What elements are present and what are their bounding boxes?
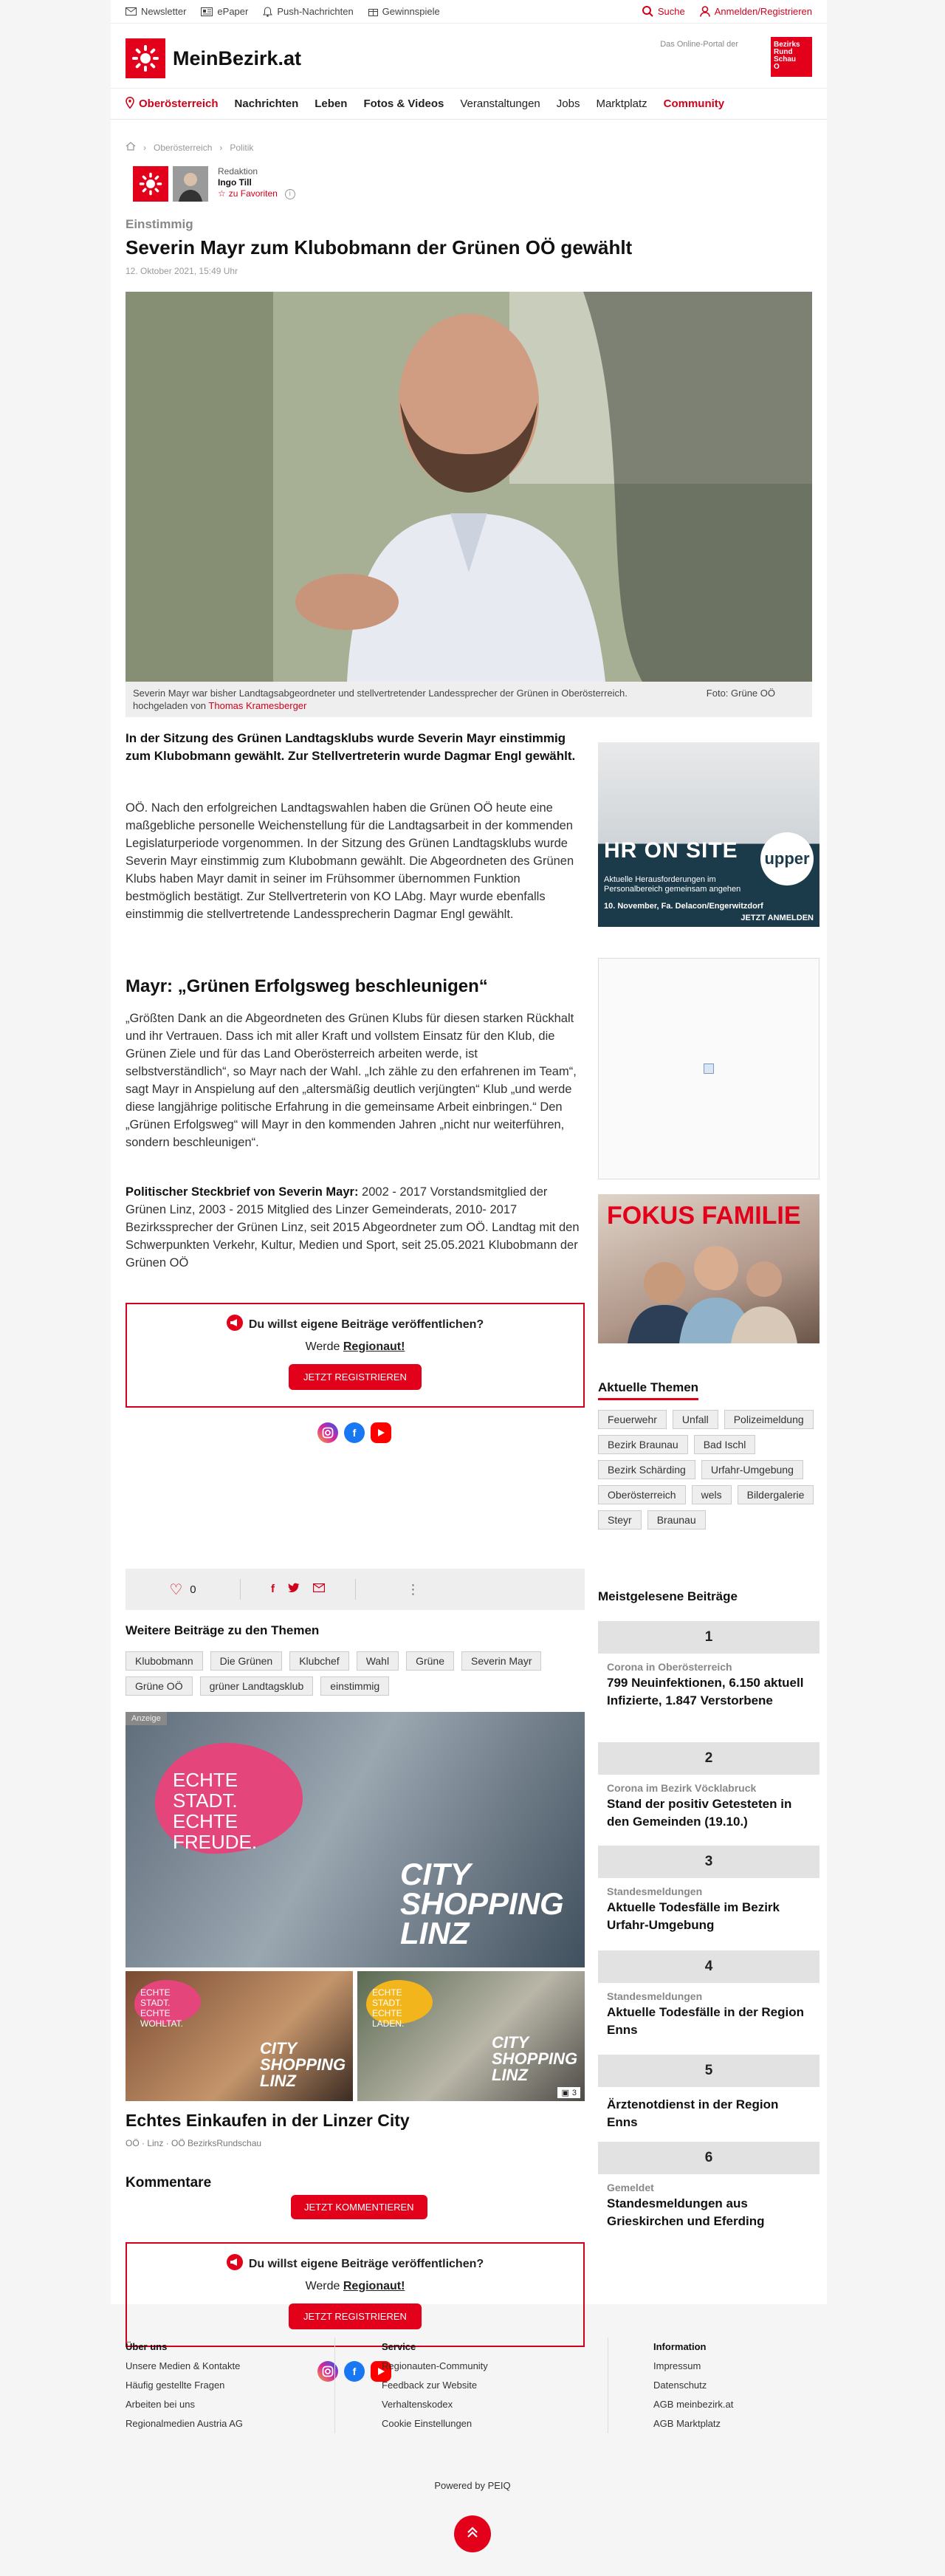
site-header bbox=[111, 24, 827, 89]
item-category: Standesmeldungen bbox=[607, 1990, 703, 2002]
scroll-to-top-button[interactable] bbox=[454, 2515, 491, 2552]
topic-chip[interactable]: Braunau bbox=[647, 1510, 706, 1530]
cta-werde-text: Werde bbox=[305, 2280, 340, 2292]
regionaut-link[interactable]: Regionaut! bbox=[343, 1340, 405, 1353]
article-paragraph-2: „Größten Dank an die Abgeordneten des Grünen Klubs für diesen starken Rückhalt und ihr Vertrauen. Dass ich mit aller Kraft und vollstem Einsatz für den Klub, die Grünen Ziele und für das Land Oberösterreich arbeiten werde, ist selbstverständlich“, so Mayr nach der Wahl. „Ich zähle zu den erfahrenen im Team“, sagt Mayr in Anspielung auf den „altersmäßig deutlich verjüngten“ Klub „und werde diese langjährige politische Erfahrung in die gemeinsame Arbeit einbringen.“ Den „Grünen Erfolgsweg“ will Mayr in den kommenden Jahren „nicht nur weiterführen, sondern beschleunigen“. bbox=[126, 1012, 577, 1149]
gallery-count bbox=[557, 2087, 580, 2098]
sidebar-ad-hr-on-site[interactable] bbox=[598, 742, 819, 927]
item-category: Standesmeldungen bbox=[607, 1885, 703, 1897]
double-chevron-up-icon bbox=[466, 2526, 479, 2543]
tag-chip[interactable]: Klubchef bbox=[289, 1651, 348, 1671]
brs-line-1: Bezirks bbox=[774, 41, 800, 49]
topic-chip[interactable]: Bezirk Schärding bbox=[598, 1460, 695, 1479]
megaphone-icon bbox=[227, 1315, 243, 1335]
sidebar-ad-fokus-familie[interactable] bbox=[598, 1194, 819, 1343]
meta-city: Linz bbox=[147, 2138, 164, 2148]
sponsored-title[interactable]: Echtes Einkaufen in der Linzer City bbox=[126, 2111, 410, 2130]
item-category: Gemeldet bbox=[607, 2182, 654, 2193]
item-category: Corona im Bezirk Vöcklabruck bbox=[607, 1782, 757, 1794]
caption-text: Severin Mayr war bisher Landtagsabgeordneter und stellvertretender Landessprecher der Grünen in Oberösterreich. bbox=[133, 688, 628, 699]
rank-number: 5 bbox=[598, 2055, 819, 2087]
ad-thumb-city: CITY SHOPPING LINZ bbox=[260, 2039, 346, 2090]
article-date: 12. Oktober 2021, 15:49 Uhr bbox=[126, 266, 238, 276]
bezirksrundschau-logo[interactable] bbox=[771, 37, 812, 77]
author-avatars bbox=[133, 166, 208, 202]
topic-tags bbox=[598, 1410, 819, 1530]
footer-link[interactable]: Verhaltenskodex bbox=[382, 2399, 453, 2410]
ad-hr-brand: upper bbox=[760, 832, 814, 886]
ad-thumb-city: CITY SHOPPING LINZ bbox=[492, 2033, 578, 2084]
cta-question bbox=[127, 1315, 583, 1335]
push-link[interactable] bbox=[263, 6, 353, 17]
nav-item-leben[interactable]: Leben bbox=[315, 97, 348, 110]
rank-number: 4 bbox=[598, 1950, 819, 1983]
footer-col-about bbox=[126, 2337, 347, 2433]
most-read-item[interactable] bbox=[598, 1621, 819, 1710]
footer-link[interactable]: Unsere Medien & Kontakte bbox=[126, 2360, 241, 2371]
author-info bbox=[218, 166, 295, 199]
logo-sun-icon bbox=[126, 38, 165, 78]
footer-heading: Service bbox=[382, 2341, 416, 2352]
favorite-button[interactable] bbox=[218, 188, 278, 199]
breadcrumb-region[interactable]: Oberösterreich bbox=[154, 142, 213, 153]
footer-link[interactable]: Cookie Einstellungen bbox=[382, 2418, 472, 2429]
megaphone-icon bbox=[227, 2254, 243, 2274]
steckbrief-text: 2002 - 2017 Vorstandsmitglied der Grünen Linz, 2003 - 2015 Mitglied des Linzer Gemeinderats, 2010- 2017 Bezirkssprecher der Grünen Linz, seit 2015 Abgeordneter zum OÖ. Landtag mit den Schwerpunkten Verkehr, Kultur, Medien und Sport, seit 25.05.2021 Klubobmann der Grünen OÖ bbox=[126, 1185, 580, 1270]
nav-item-jobs[interactable]: Jobs bbox=[556, 97, 580, 110]
article-paragraph-3 bbox=[126, 1183, 583, 1272]
epaper-link[interactable] bbox=[201, 6, 248, 17]
comments-title: Kommentare bbox=[126, 2175, 212, 2190]
item-title: Aktuelle Todesfälle in der Region Enns bbox=[607, 2005, 805, 2037]
article-actions-bar bbox=[126, 1569, 585, 1610]
author-avatar[interactable] bbox=[173, 166, 208, 202]
footer-link[interactable]: AGB meinbezirk.at bbox=[653, 2399, 734, 2410]
nav-item-veranstaltungen[interactable]: Veranstaltungen bbox=[460, 97, 540, 110]
epaper-label: ePaper bbox=[217, 6, 249, 17]
youtube-icon[interactable] bbox=[371, 1422, 391, 1443]
login-link[interactable] bbox=[700, 6, 812, 17]
facebook-icon[interactable]: f bbox=[344, 1422, 365, 1443]
cta-question-text: Du willst eigene Beiträge veröffentlichen? bbox=[248, 2257, 484, 2270]
tag-chip[interactable]: Wahl bbox=[357, 1651, 399, 1671]
caption-prefix: hochgeladen von bbox=[133, 700, 207, 711]
tag-chip[interactable]: Grüne bbox=[406, 1651, 454, 1671]
cta-werde bbox=[127, 2280, 583, 2293]
tag-chip[interactable]: grüner Landtagsklub bbox=[200, 1676, 314, 1696]
rank-number: 3 bbox=[598, 1846, 819, 1878]
register-button[interactable]: JETZT REGISTRIEREN bbox=[289, 1364, 422, 1390]
tag-chip[interactable]: Grüne OÖ bbox=[126, 1676, 193, 1696]
tag-chip[interactable]: Die Grünen bbox=[210, 1651, 283, 1671]
logo-text: MeinBezirk.at bbox=[173, 47, 302, 69]
author-role: Redaktion bbox=[218, 166, 258, 177]
nav-item-fotos-videos[interactable]: Fotos & Videos bbox=[363, 97, 444, 110]
article-title: Severin Mayr zum Klubobmann der Grünen OÖ gewählt bbox=[126, 236, 633, 258]
breadcrumb-separator: › bbox=[143, 142, 146, 153]
share-email-icon[interactable] bbox=[313, 1583, 325, 1596]
mail-icon bbox=[126, 7, 137, 16]
related-topics-title: Weitere Beiträge zu den Themen bbox=[126, 1623, 320, 1637]
main-nav bbox=[111, 89, 827, 120]
newspaper-icon bbox=[201, 7, 213, 16]
meta-publisher: OÖ BezirksRundschau bbox=[171, 2138, 262, 2148]
topic-chip[interactable]: Polizeimeldung bbox=[724, 1410, 814, 1429]
item-category: Corona in Oberösterreich bbox=[607, 1661, 732, 1673]
tag-chip[interactable]: Severin Mayr bbox=[461, 1651, 541, 1671]
heart-icon: ♡ bbox=[169, 1581, 183, 1598]
sponsored-meta: OÖ · Linz · OÖ BezirksRundschau bbox=[126, 2138, 262, 2148]
ad-hr-title: HR ON SITE bbox=[604, 838, 738, 863]
footer-link[interactable]: Regionauten-Community bbox=[382, 2360, 488, 2371]
regionaut-cta-box-2 bbox=[126, 2242, 585, 2347]
photo-credit: Foto: Grüne OÖ bbox=[706, 688, 775, 699]
topic-chip[interactable]: Bezirk Braunau bbox=[598, 1435, 688, 1454]
nav-item-nachrichten[interactable]: Nachrichten bbox=[234, 97, 299, 110]
footer-link[interactable]: Regionalmedien Austria AG bbox=[126, 2418, 243, 2429]
brs-line-3: Schau bbox=[774, 55, 797, 64]
redaktion-avatar[interactable] bbox=[133, 166, 168, 202]
sponsored-thumb-2[interactable] bbox=[357, 1971, 585, 2101]
breadcrumb bbox=[126, 142, 253, 153]
item-title: Aktuelle Todesfälle im Bezirk Urfahr-Umgebung bbox=[607, 1900, 780, 1932]
site-logo[interactable] bbox=[126, 38, 301, 78]
newsletter-label: Newsletter bbox=[141, 6, 187, 17]
rank-number: 1 bbox=[598, 1621, 819, 1654]
games-link[interactable] bbox=[368, 6, 440, 17]
cta-question-text: Du willst eigene Beiträge veröffentlichen? bbox=[248, 1318, 484, 1331]
location-pin-icon bbox=[126, 97, 134, 112]
nav-item-community[interactable]: Community bbox=[663, 97, 725, 110]
sponsored-thumb-1[interactable] bbox=[126, 1971, 353, 2101]
topic-chip[interactable]: Bad Ischl bbox=[694, 1435, 756, 1454]
newsletter-link[interactable] bbox=[126, 6, 186, 17]
games-label: Gewinnspiele bbox=[382, 6, 440, 17]
ad-city-logo: CITY SHOPPING LINZ bbox=[400, 1857, 564, 1950]
footer-divider bbox=[334, 2337, 335, 2433]
brs-line-2: Rund bbox=[774, 48, 793, 56]
topic-chip[interactable]: Feuerwehr bbox=[598, 1410, 667, 1429]
topic-chip[interactable]: Bildergalerie bbox=[738, 1485, 814, 1504]
footer-heading: Information bbox=[653, 2341, 707, 2352]
hero-image[interactable] bbox=[126, 292, 812, 682]
rank-number: 2 bbox=[598, 1742, 819, 1775]
social-links bbox=[317, 1422, 391, 1443]
related-tags bbox=[126, 1651, 585, 1696]
login-label: Anmelden/Registrieren bbox=[714, 6, 812, 17]
item-title: Ärztenotdienst in der Region Enns bbox=[607, 2097, 779, 2129]
author-name[interactable]: Ingo Till bbox=[218, 177, 252, 188]
like-count: 0 bbox=[190, 1583, 196, 1596]
star-icon: ☆ bbox=[218, 188, 226, 199]
uploader-link[interactable]: Thomas Kramesberger bbox=[208, 700, 307, 711]
most-read-item[interactable] bbox=[598, 2142, 819, 2230]
cta-werde-text: Werde bbox=[305, 1340, 340, 1353]
footer-link[interactable]: Feedback zur Website bbox=[382, 2380, 478, 2391]
meta-region: OÖ bbox=[126, 2138, 140, 2148]
facebook-icon[interactable]: f bbox=[344, 2361, 365, 2382]
register-button[interactable]: JETZT REGISTRIEREN bbox=[289, 2303, 422, 2329]
most-read-item[interactable] bbox=[598, 1846, 819, 1934]
footer-link[interactable]: Arbeiten bei uns bbox=[126, 2399, 195, 2410]
like-button[interactable] bbox=[126, 1580, 240, 1599]
item-title: Standesmeldungen aus Grieskirchen und Eferding bbox=[607, 2196, 765, 2228]
share-facebook-icon[interactable]: f bbox=[271, 1583, 275, 1595]
search-label: Suche bbox=[657, 6, 685, 17]
regionaut-link[interactable]: Regionaut! bbox=[343, 2280, 405, 2292]
steckbrief-label: Politischer Steckbrief von Severin Mayr: bbox=[126, 1185, 359, 1199]
article-paragraph-1: OÖ. Nach den erfolgreichen Landtagswahlen haben die Grünen OÖ heute eine maßgebliche personelle Weichenstellung für die Landtagsarbeit in der kommenden Legislaturperiode vorgenommen. In der Sitzung des Grünen Landtagsklubs wurde Severin Mayr einstimmig zum Klubobmann gewählt. Die Abgeordneten des Grünen Klubs haben Mayr damit in seiner im Frühsommer übernommen Funktion bestmöglich bestätigt. Zur Stellvertreterin von KO LAbg. Mayr wurde ebenfalls einstimmig die stellvertretende Landessprecherin Dagmar Engl gewählt. bbox=[126, 801, 574, 921]
more-options-icon[interactable]: ⋮ bbox=[406, 1581, 420, 1597]
footer-col-information bbox=[653, 2337, 801, 2433]
tag-chip[interactable]: einstimmig bbox=[320, 1676, 389, 1696]
search-link[interactable] bbox=[642, 6, 685, 17]
sidebar-ad-placeholder[interactable] bbox=[598, 958, 819, 1179]
most-read-item[interactable] bbox=[598, 1742, 819, 1831]
share-twitter-icon[interactable] bbox=[288, 1583, 300, 1596]
bell-icon bbox=[263, 7, 272, 17]
instagram-icon[interactable] bbox=[317, 1422, 338, 1443]
favorite-label: zu Favoriten bbox=[228, 188, 278, 199]
topic-chip[interactable]: Steyr bbox=[598, 1510, 642, 1530]
user-icon bbox=[700, 6, 710, 17]
ad-slogan: ECHTE STADT. ECHTE FREUDE. bbox=[155, 1743, 303, 1854]
cta-werde bbox=[127, 1340, 583, 1354]
gallery-icon: ▣ bbox=[561, 2089, 569, 2097]
item-title: 799 Neuinfektionen, 6.150 aktuell Infizierte, 1.847 Verstorbene bbox=[607, 1676, 804, 1707]
ad-thumb-slogan: ECHTE STADT. ECHTE LADEN. bbox=[366, 1980, 433, 2024]
footer-link[interactable]: AGB Marktplatz bbox=[653, 2418, 721, 2429]
most-read-title: Meistgelesene Beiträge bbox=[598, 1589, 738, 1603]
broken-image-icon bbox=[704, 1063, 714, 1074]
region-label: Oberösterreich bbox=[139, 97, 219, 110]
topic-chip[interactable]: Urfahr-Umgebung bbox=[701, 1460, 803, 1479]
image-caption bbox=[126, 682, 812, 717]
portal-tagline: Das Online-Portal der bbox=[660, 40, 738, 49]
article-subheading: Mayr: „Grünen Erfolgsweg beschleunigen“ bbox=[126, 976, 488, 996]
topic-chip[interactable]: Oberösterreich bbox=[598, 1485, 686, 1504]
ad-hr-cta: JETZT ANMELDEN bbox=[740, 914, 814, 922]
home-icon[interactable] bbox=[126, 142, 136, 153]
ad-hr-date: 10. November, Fa. Delacon/Engerwitzdorf bbox=[604, 902, 763, 911]
topic-chip[interactable]: Unfall bbox=[673, 1410, 718, 1429]
footer-link[interactable]: Datenschutz bbox=[653, 2380, 707, 2391]
cta-question bbox=[127, 2254, 583, 2274]
ad-label: Anzeige bbox=[126, 1712, 167, 1725]
tag-chip[interactable]: Klubobmann bbox=[126, 1651, 203, 1671]
regionaut-cta-box bbox=[126, 1303, 585, 1408]
search-icon bbox=[642, 6, 653, 17]
ad-thumb-slogan: ECHTE STADT. ECHTE WOHLTAT. bbox=[134, 1980, 201, 2024]
powered-by[interactable]: Powered by PEIQ bbox=[434, 2480, 511, 2491]
nav-item-marktplatz[interactable]: Marktplatz bbox=[596, 97, 647, 110]
gift-icon bbox=[368, 7, 378, 16]
push-label: Push-Nachrichten bbox=[277, 6, 354, 17]
top-utility-bar bbox=[111, 0, 827, 24]
footer-link[interactable]: Häufig gestellte Fragen bbox=[126, 2380, 225, 2391]
footer-link[interactable]: Impressum bbox=[653, 2360, 701, 2371]
breadcrumb-separator: › bbox=[219, 142, 223, 153]
info-icon[interactable]: i bbox=[285, 189, 295, 199]
item-title: Stand der positiv Getesteten in den Gemeinden (19.10.) bbox=[607, 1797, 792, 1829]
breadcrumb-category[interactable]: Politik bbox=[230, 142, 254, 153]
ad-fokus-title: FOKUS FAMILIE bbox=[607, 1202, 801, 1230]
topbar-right bbox=[642, 6, 812, 17]
article-kicker: Einstimmig bbox=[126, 217, 193, 231]
sponsored-main-image[interactable] bbox=[126, 1712, 585, 1967]
gallery-count-value: 3 bbox=[571, 2088, 577, 2097]
footer-col-service bbox=[382, 2337, 603, 2433]
brs-line-4: O bbox=[774, 63, 780, 71]
rank-number: 6 bbox=[598, 2142, 819, 2174]
article-lead: In der Sitzung des Grünen Landtagsklubs wurde Severin Mayr einstimmig zum Klubobmann gewählt. Zur Stellvertreterin wurde Dagmar Engl gewählt. bbox=[126, 731, 576, 763]
topic-chip[interactable]: wels bbox=[692, 1485, 732, 1504]
footer-heading: Über uns bbox=[126, 2341, 168, 2352]
region-selector[interactable] bbox=[126, 97, 219, 112]
comment-button[interactable]: JETZT KOMMENTIEREN bbox=[291, 2195, 427, 2219]
most-read-item[interactable] bbox=[598, 1950, 819, 2039]
most-read-item[interactable] bbox=[598, 2055, 819, 2131]
topics-title: Aktuelle Themen bbox=[598, 1380, 698, 1400]
ad-hr-sub: Aktuelle Herausforderungen im Personalbereich gemeinsam angehen bbox=[604, 875, 741, 894]
